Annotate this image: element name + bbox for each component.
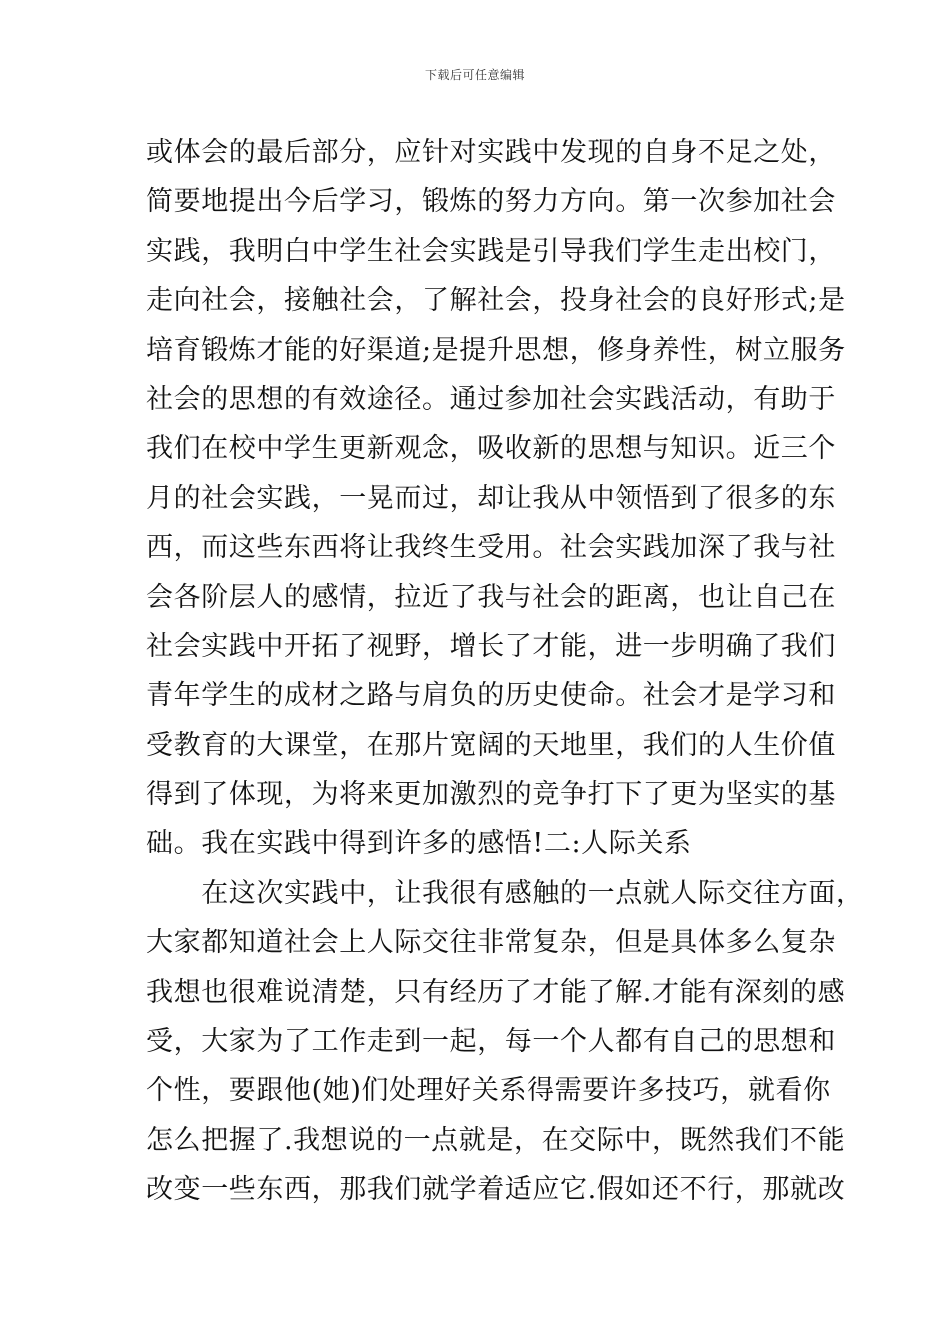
text-line: 础。我在实践中得到许多的感悟!二:人际关系 <box>146 828 692 860</box>
text-line: 得到了体现，为将来更加激烈的竞争打下了更为坚实的基 <box>146 779 836 811</box>
text-line: 实践，我明白中学生社会实践是引导我们学生走出校门， <box>146 235 836 267</box>
text-line: 我们在校中学生更新观念，吸收新的思想与知识。近三个 <box>146 433 836 465</box>
text-line: 西，而这些东西将让我终生受用。社会实践加深了我与社 <box>146 532 836 564</box>
text-line: 受教育的大课堂，在那片宽阔的天地里，我们的人生价值 <box>146 729 836 761</box>
text-line: 培育锻炼才能的好渠道;是提升思想，修身养性，树立服务 <box>146 334 846 366</box>
text-line: 个性，要跟他(她)们处理好关系得需要许多技巧，就看你 <box>146 1075 831 1107</box>
text-line: 在这次实践中，让我很有感触的一点就人际交往方面， <box>146 877 864 909</box>
text-line: 或体会的最后部分，应针对实践中发现的自身不足之处， <box>146 137 836 168</box>
text-line: 简要地提出今后学习，锻炼的努力方向。第一次参加社会 <box>146 186 836 218</box>
text-line: 怎么把握了.我想说的一点就是，在交际中，既然我们不能 <box>146 1124 846 1156</box>
text-line: 青年学生的成材之路与肩负的历史使命。社会才是学习和 <box>146 680 836 712</box>
text-line: 会各阶层人的感情，拉近了我与社会的距离，也让自己在 <box>146 581 836 613</box>
page-header: 下载后可任意编辑 <box>424 68 525 82</box>
text-line: 社会的思想的有效途径。通过参加社会实践活动，有助于 <box>146 383 836 415</box>
document-body <box>146 128 864 1215</box>
text-line: 走向社会，接触社会，了解社会，投身社会的良好形式;是 <box>146 285 846 317</box>
text-line: 受，大家为了工作走到一起，每一个人都有自己的思想和 <box>146 1026 836 1058</box>
text-line: 社会实践中开拓了视野，增长了才能，进一步明确了我们 <box>146 630 836 662</box>
text-line: 大家都知道社会上人际交往非常复杂，但是具体多么复杂 <box>146 927 836 959</box>
text-line: 我想也很难说清楚，只有经历了才能了解.才能有深刻的感 <box>146 976 846 1008</box>
text-line: 改变一些东西，那我们就学着适应它.假如还不行，那就改 <box>146 1174 846 1206</box>
text-line: 月的社会实践，一晃而过，却让我从中领悟到了很多的东 <box>146 482 836 514</box>
